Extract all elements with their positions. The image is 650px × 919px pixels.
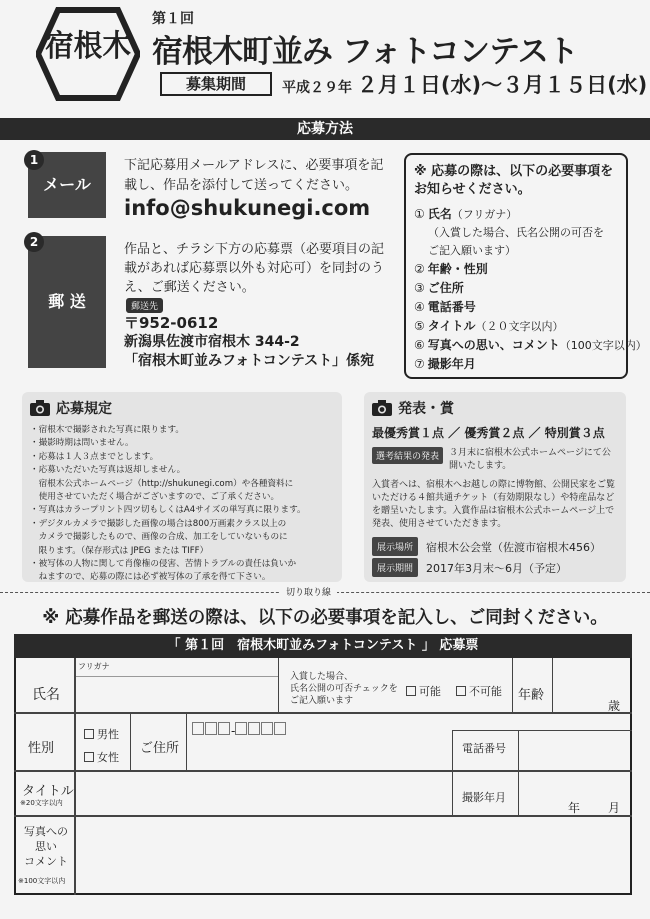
name-input[interactable] [80, 678, 274, 708]
publish-yes-option[interactable]: 可能 [406, 683, 441, 699]
requirements-intro: ※ 応募の際は、以下の必要事項をお知らせください。 [414, 164, 614, 197]
exhibit-place-tag: 展示場所 [372, 537, 418, 556]
entry-form-title: 「 第１回 宿根木町並みフォトコンテスト 」 応募票 [14, 634, 632, 658]
requirement-item: ① 氏名（フリガナ） [414, 207, 518, 221]
comment-input[interactable] [80, 820, 626, 892]
phone-label: 電話番号 [462, 742, 506, 755]
requirement-item: ⑦ 撮影年月 [414, 357, 476, 371]
post-method-box: 郵 送 [28, 236, 106, 368]
period-label: 募集期間 [160, 72, 272, 96]
rules-heading-text: 応募規定 [56, 401, 112, 417]
year-unit: 年 [568, 801, 581, 815]
address-label: ご住所 [140, 741, 180, 756]
form-col-line [518, 730, 519, 815]
rule-item: ねますので、応募の際には必ず被写体の了承を得て下さい。 [30, 572, 271, 583]
form-col-line [552, 658, 553, 712]
result-row [372, 447, 618, 473]
form-col-line [278, 658, 279, 712]
form-col-line [74, 658, 76, 895]
requirements-box [404, 153, 647, 379]
male-checkbox[interactable] [84, 729, 94, 739]
requirement-item: ご記入願います） [428, 244, 516, 257]
logo-text: 宿根木 [45, 29, 131, 64]
rule-item: ・宿根木で撮影された写真に限ります。 [30, 425, 185, 435]
comment-label: 写真への 思い コメント [24, 825, 68, 868]
mail-notice: ※ 応募作品を郵送の際は、以下の必要事項を記入し、ご同封ください。 [42, 608, 608, 628]
furigana-label: フリガナ [78, 662, 110, 671]
requirement-item: ⑤ タイトル（２０文字以内） [414, 319, 564, 333]
step-number-2: 2 [24, 232, 44, 252]
rule-item: ・デジタルカメラで撮影した画像の場合は800万画素クラス以上の [30, 518, 287, 529]
form-row-line [14, 712, 632, 714]
rules-panel [22, 392, 342, 582]
requirement-item: ② 年齢・性別 [414, 262, 488, 276]
mail-description: 下記応募用メールアドレスに、必要事項を記載し、作品を添付して送ってください。 [124, 158, 384, 193]
publish-note: 入賞した場合、 氏名公開の可否チェックを ご記入願います [290, 672, 398, 706]
requirement-item: （入賞した場合、氏名公開の可否を [428, 226, 604, 239]
period-end: ３月１５日(水) [502, 73, 648, 97]
exhibit-place-row [372, 537, 618, 556]
prize-heading-text: 発表・賞 [398, 401, 454, 417]
exhibit-period-tag: 展示期間 [372, 558, 418, 577]
form-row-line [14, 815, 632, 817]
gender-female-option[interactable]: 女性 [84, 749, 119, 765]
requirement-item: ③ ご住所 [414, 281, 464, 295]
form-col-line [452, 730, 453, 815]
shoot-date-label: 撮影年月 [462, 791, 506, 804]
prize-line: 最優秀賞１点 ／ 優秀賞２点 ／ 特別賞３点 [372, 426, 605, 440]
step-number-1: 1 [24, 150, 44, 170]
shukunegi-logo [36, 6, 140, 102]
name-label: 氏名 [32, 687, 60, 703]
title-note: ※20文字以内 [20, 799, 63, 807]
camera-icon [30, 400, 50, 416]
page-title: 宿根木町並み フォトコンテスト [152, 34, 578, 70]
form-row-line [14, 770, 632, 772]
form-row-line [452, 730, 632, 731]
period-sep: ～ [481, 73, 503, 97]
rule-item: ・応募いただいた写真は返却しません。 [30, 465, 186, 476]
requirement-item: ④ 電話番号 [414, 300, 476, 314]
comment-note: ※100文字以内 [18, 877, 66, 885]
title-input[interactable] [80, 774, 448, 812]
rule-item: ・被写体の人物に関して肖像権の侵害、苦情トラブルの責任は負いか [30, 559, 297, 570]
age-unit: 歳 [608, 699, 621, 713]
requirement-item: ⑥ 写真への思い、コメント（100文字以内） [414, 338, 647, 352]
period-start: ２月１日(水) [356, 73, 482, 97]
mail-method-box: メール [28, 152, 106, 218]
period-dates [282, 73, 647, 100]
form-col-line [512, 658, 513, 712]
publish-yes-checkbox[interactable] [406, 686, 416, 696]
publish-no-checkbox[interactable] [456, 686, 466, 696]
gender-label: 性別 [28, 741, 55, 756]
rules-heading [30, 398, 334, 418]
rule-item: カメラで撮影したもので、画像の合成、加工をしていないものに [30, 532, 288, 543]
exhibit-period: 2017年3月末～6月（予定） [426, 561, 568, 575]
post-zip: 〒952-0612 [124, 314, 219, 332]
method-section-bar: 応募方法 [0, 118, 650, 140]
post-destination-tag: 郵送先 [126, 298, 163, 313]
result-text: ３月末に宿根木公式ホームページにて公開いたします。 [449, 448, 611, 471]
gender-male-option[interactable]: 男性 [84, 726, 119, 742]
rules-list [30, 424, 334, 585]
post-description: 作品と、チラシ下方の応募票（必要項目の記載があれば応募票以外も対応可）を同封のうえ、ご郵送ください。 [124, 242, 385, 295]
period-era: 平成２９年 [282, 80, 357, 96]
female-checkbox[interactable] [84, 752, 94, 762]
rule-item: ・応募は１人３点までとします。 [30, 451, 159, 462]
title-label: タイトル [22, 784, 74, 799]
rule-item: 宿根木公式ホームページ（http://shukunegi.com）や各種資料に [30, 478, 294, 489]
month-unit: 月 [608, 801, 621, 815]
zip-code-boxes[interactable]: - [192, 722, 287, 739]
mail-address[interactable]: info@shukunegi.com [124, 196, 371, 220]
furigana-line [76, 676, 278, 677]
age-label: 年齢 [518, 688, 545, 703]
prize-description: 入賞者へは、宿根木へお越しの際に博物館、公開民家をご覧いただける４館共通チケット（有効期限なし）や特産品などを贈呈いたします。入賞作品は宿根木公式ホームページ上で発表、使用させていただきます。 [372, 480, 616, 529]
requirements-list [414, 205, 647, 374]
rule-item: ・撮影時期は問いません。 [30, 438, 134, 449]
camera-icon [372, 400, 392, 416]
edition-label: 第１回 [152, 11, 194, 27]
prize-heading [372, 398, 618, 418]
form-col-line [186, 712, 187, 770]
post-addressee: 「宿根木町並みフォトコンテスト」係宛 [124, 353, 375, 369]
rule-item: ・写真はカラープリント四ツ切もしくはA4サイズの単写真に限ります。 [30, 505, 306, 516]
post-address: 新潟県佐渡市宿根木 344-2 [124, 334, 300, 350]
form-col-line [130, 712, 131, 770]
exhibit-period-row [372, 558, 618, 577]
rule-item: 限ります。（保存形式は JPEG または TIFF） [30, 545, 209, 556]
prize-panel [364, 392, 626, 582]
cut-line-label: 切り取り線 [280, 585, 337, 598]
publish-no-option[interactable]: 不可能 [456, 683, 502, 699]
rule-item: 使用させていただく場合がございますので、ご了承ください。 [30, 492, 280, 503]
exhibit-place: 宿根木公会堂（佐渡市宿根木456） [426, 540, 602, 554]
result-tag: 選考結果の発表 [372, 447, 443, 464]
